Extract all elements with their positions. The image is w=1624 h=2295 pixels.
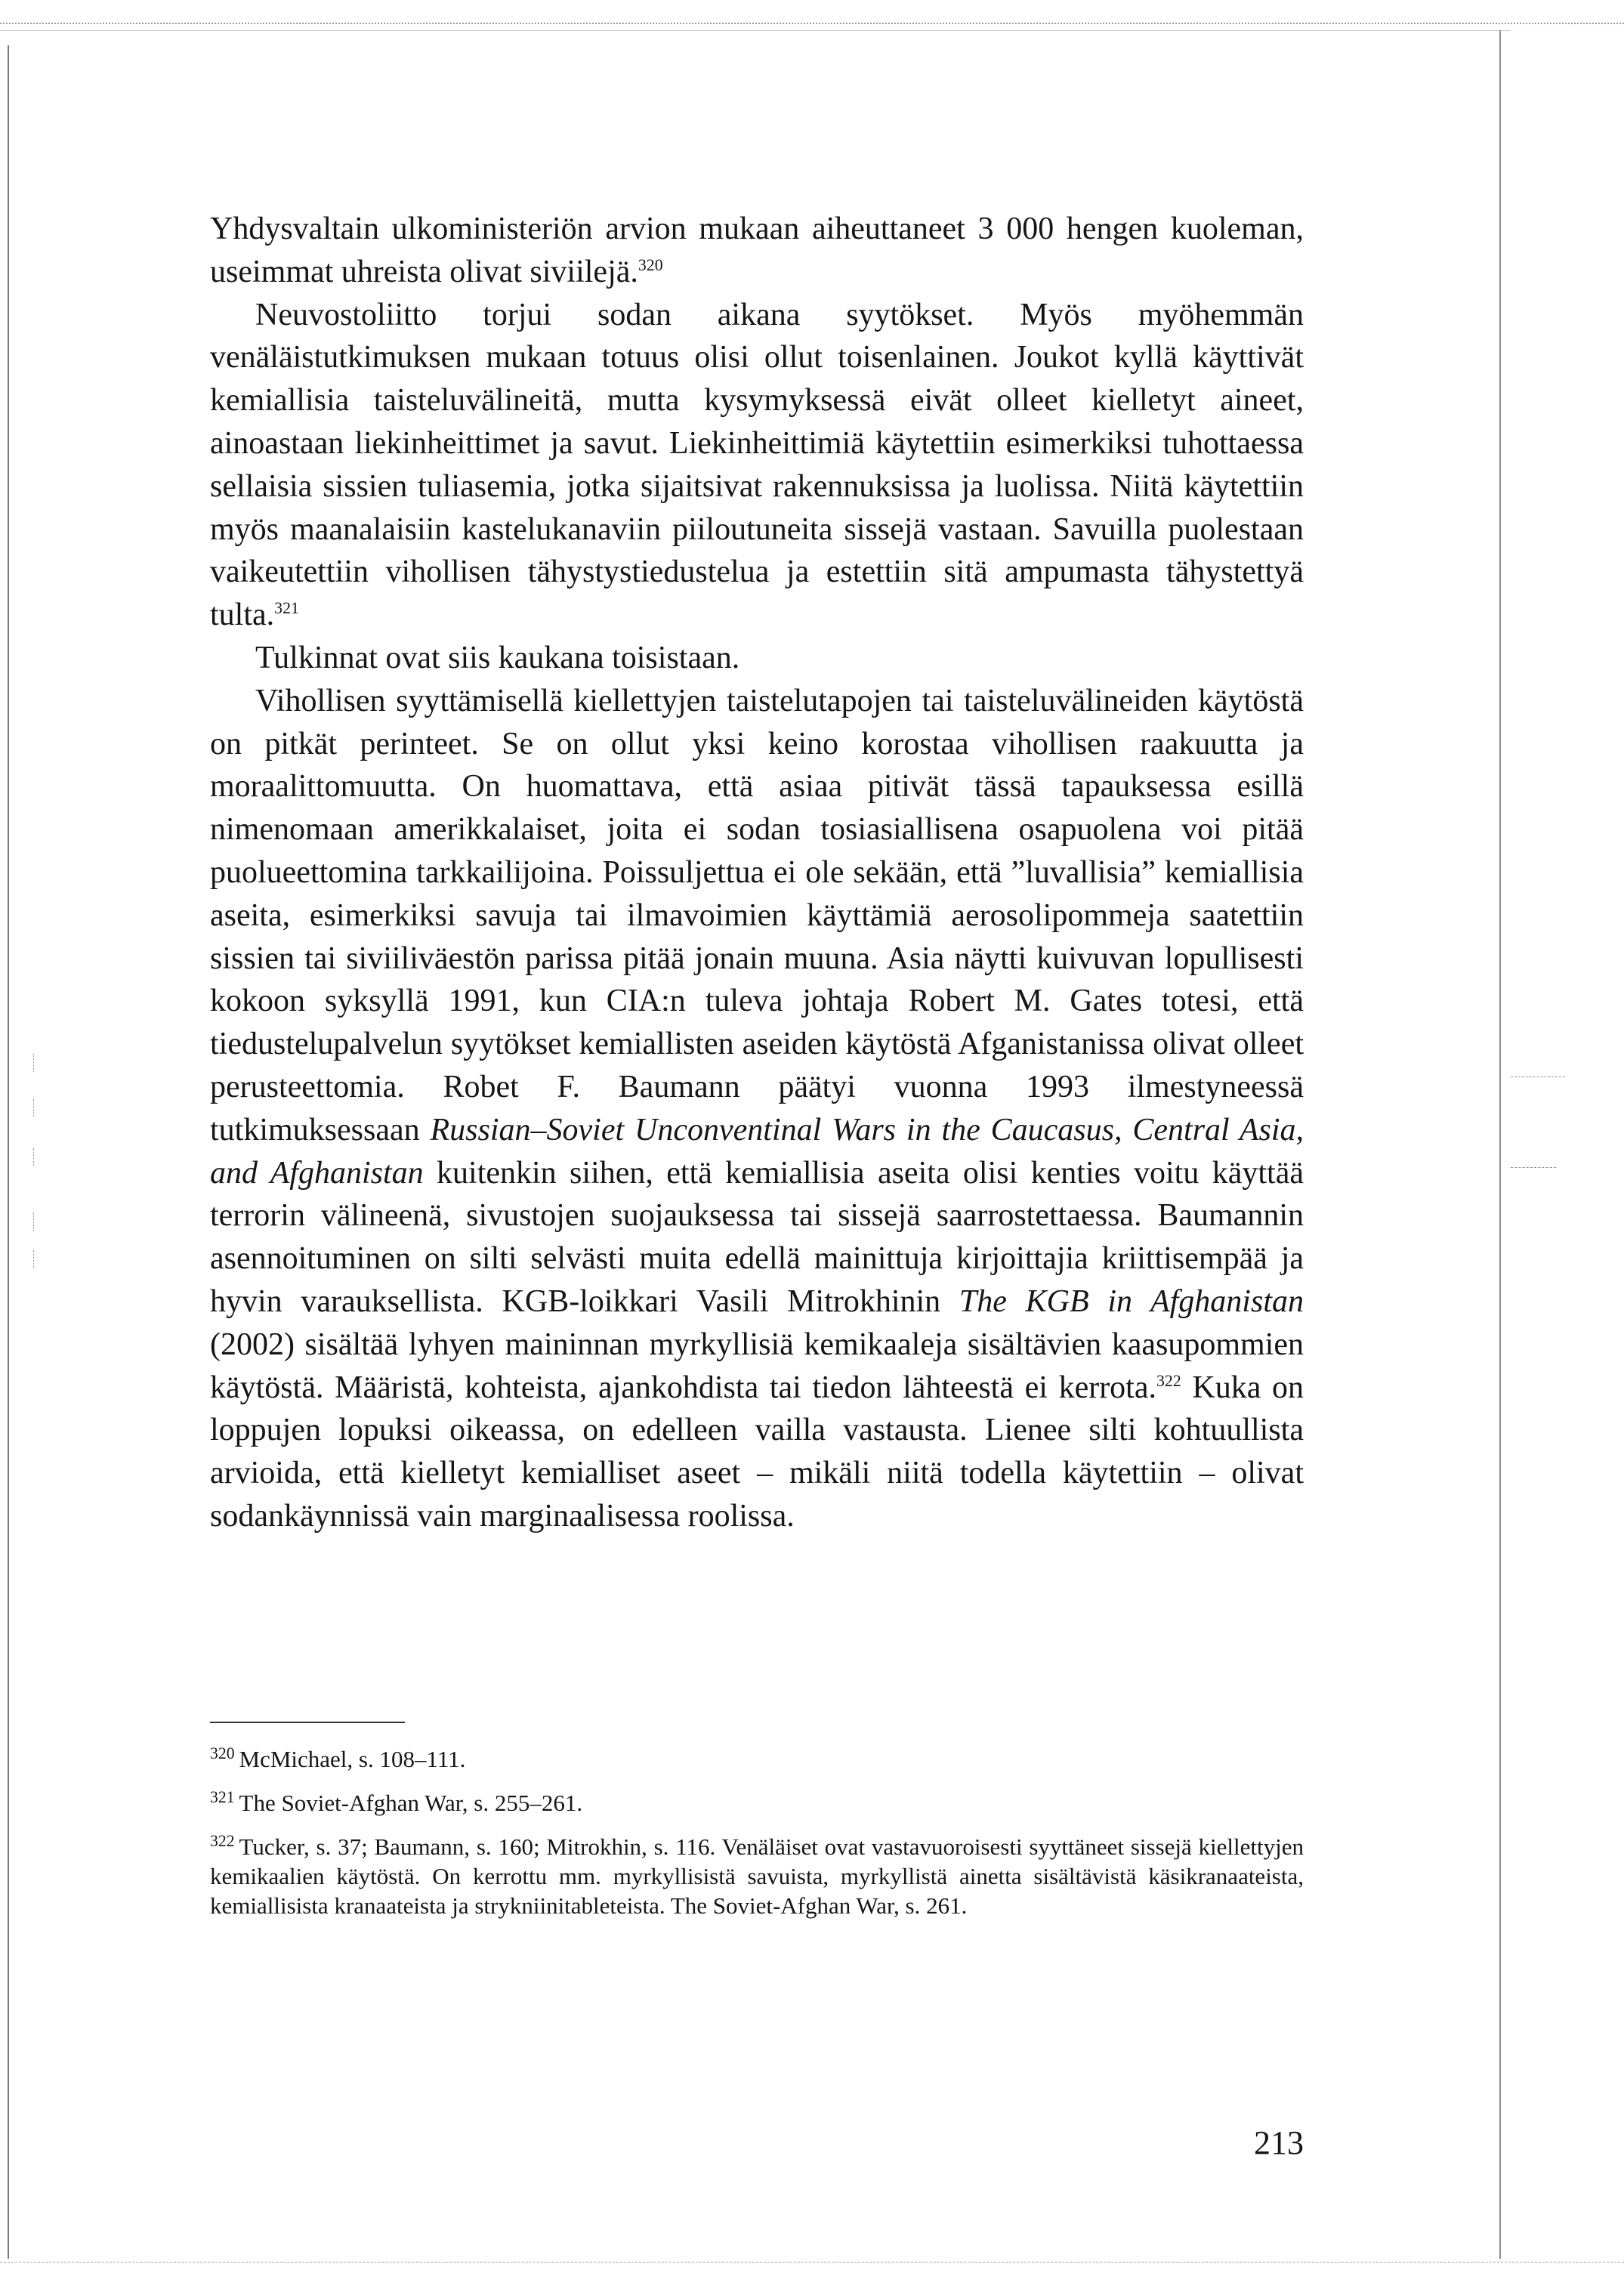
scan-edge-left bbox=[8, 45, 9, 2259]
scan-edge-right bbox=[1499, 30, 1501, 2259]
footnote-321: $^{321}$ The Soviet-Afghan War, s. 255–261. bbox=[210, 1787, 583, 1816]
footnote-322: $^{322}$ Tucker, s. 37; Baumann, s. 160; Mitrokhin, s. 116. Venäläiset ovat vastavuoroisesti syyttäneet sissejä kiellettyjen kemikaalien käytöstä. On kerrottu mm. myrkyllisistä savuista, myrkyllistä ainetta sisältävistä käsikranaateista, kemiallisista kranaateista ja strykniinitableteista. The Soviet-Afghan War, s. 261. bbox=[210, 1831, 1304, 1919]
paragraph-4: Vihollisen syyttämisellä kiellettyjen taistelutapojen tai taisteluvälineiden käytöstä on pitkät perinteet. Se on ollut yksi keino korostaa vihollisen raakuutta ja moraalittomuutta. On huomattava, että asiaa pitivät tässä tapauksessa esillä nimenomaan amerikkalaiset, joita ei sodan tosiasiallisena osapuolena voi pitää puolueettomina tarkkailijoina. Poissuljettua ei ole sekään, että ”luvallisia” kemiallisia aseita, esimerkiksi savuja tai ilmavoimien käyttämiä aerosolipommeja saatettiin sissien tai siviiliväestön parissa pitää jonain muuna. Asia näytti kuivuvan lopullisesti kokoon syksyllä 1991, kun CIA:n tuleva johtaja Robert M. Gates totesi, että tiedustelupalvelun syytökset kemiallisten aseiden käytöstä Afganistanissa olivat olleet perusteettomia. Robet F. Baumann päätyi vuonna 1993 ilmestyneessä tutkimuksessaan Russian–Soviet Unconventinal Wars in the Caucasus, Central Asia, and Afghanistan kuitenkin siihen, että kemiallisia aseita olisi kenties voitu käyttää terrorin välineenä, sivustojen suojauksessa tai sissejä saarrostettaessa. Baumannin asennoituminen on silti selvästi muita edellä mainittuja kirjoittajia kriittisempää ja hyvin varauksellista. KGB-loikkari Vasili Mitrokhinin The KGB in Afghanistan (2002) sisältää lyhyen maininnan myrkyllisiä kemikaaleja sisältävien kaasupommien käytöstä. Määristä, kohteista, ajankohdista tai tiedon lähteestä ei kerrota.$^{322}$ Kuka on loppujen lopuksi oikeassa, on edelleen vailla vastausta. Lienee silti kohtuullista arvioida, että kielletyt kemialliset aseet – mikäli niitä todella käytettiin – olivat sodankäynnissä vain marginaalisessa roolissa. bbox=[210, 683, 1304, 1534]
scan-edge-top bbox=[0, 23, 1624, 24]
scan-margin-mark bbox=[1511, 1167, 1556, 1168]
footnote-ref-321[interactable]: 321 bbox=[274, 599, 299, 618]
book-title-kgb-in-afghanistan: The KGB in Afghanistan bbox=[959, 1283, 1304, 1319]
paragraph-2: Neuvostoliitto torjui sodan aikana syytökset. Myös myöhemmän venäläistutkimuksen mukaan totuus olisi ollut toisenlainen. Joukot kyllä käyttivät kemiallisia taisteluvälineitä, mutta kysymyksessä eivät olleet kielletyt aineet, ainoastaan liekinheittimet ja savut. Liekinheittimiä käytettiin esimerkiksi tuhottaessa sellaisia sissien tuliasemia, jotka sijaitsivat rakennuksissa ja luolissa. Niitä käytettiin myös maanalaisiin kastelukanaviin piiloutuneita sissejä vastaan. Savuilla puolestaan vaikeutettiin vihollisen tähystystiedustelua ja estettiin sitä ampumasta tähystettyä tulta.$^{321}$ bbox=[210, 297, 1304, 633]
binding-mark bbox=[33, 1099, 42, 1117]
footnote-ref-322[interactable]: 322 bbox=[1156, 1371, 1181, 1390]
footnote-320: $^{320}$ McMichael, s. 108–111. bbox=[210, 1744, 466, 1772]
footnote-ref-320[interactable]: 320 bbox=[638, 255, 663, 274]
binding-mark bbox=[33, 1054, 42, 1072]
scan-edge-top-inner bbox=[0, 30, 1511, 31]
binding-mark bbox=[33, 1250, 42, 1268]
footnote-number: 321 bbox=[210, 1787, 235, 1806]
footnote-number: 320 bbox=[210, 1744, 235, 1762]
page-number: 213 bbox=[1254, 2124, 1304, 2161]
scan-edge-bottom bbox=[0, 2262, 1624, 2263]
scan-margin-mark bbox=[1511, 1076, 1565, 1077]
binding-mark bbox=[33, 1212, 42, 1231]
paragraph-1: Yhdysvaltain ulkoministeriön arvion mukaan aiheuttaneet 3 000 hengen kuoleman, useimmat uhreista olivat siviilejä.$^{320}$ bbox=[210, 212, 1304, 289]
binding-mark bbox=[33, 1148, 42, 1166]
footnote-number: 322 bbox=[210, 1831, 235, 1850]
book-title-russian-soviet-unconventinal-wars: Russian–Soviet Unconventinal Wars in the Caucasus, Central Asia, and Afghanistan bbox=[210, 1112, 1304, 1191]
body-text bbox=[210, 208, 1304, 1538]
paragraph-3: Tulkinnat ovat siis kaukana toisistaan. bbox=[255, 640, 740, 675]
footnotes bbox=[210, 1722, 1304, 1935]
